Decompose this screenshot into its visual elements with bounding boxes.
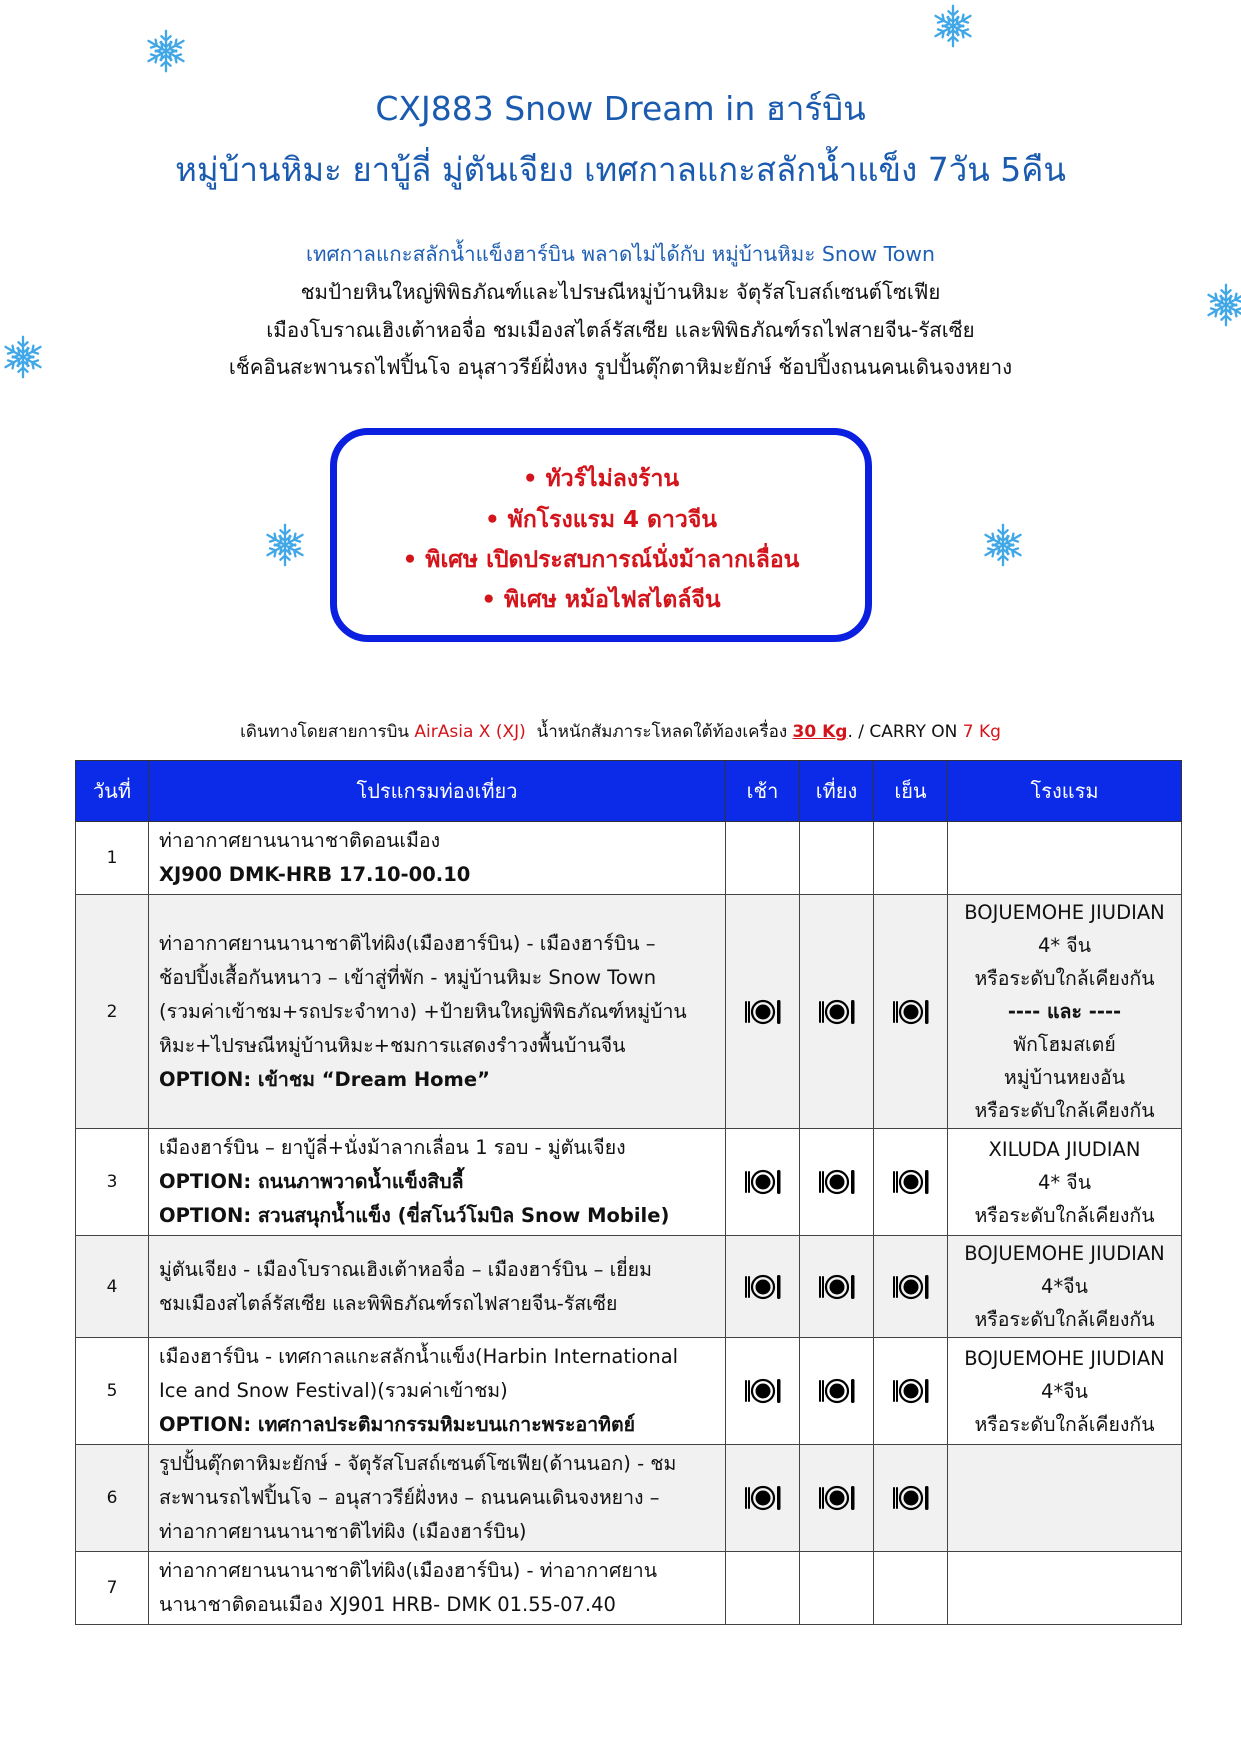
airline-name: AirAsia X (XJ) (414, 722, 526, 742)
hotel-line: หรือระดับใกล้เคียงกัน (974, 967, 1155, 990)
carry-on-label: . / CARRY ON (847, 722, 958, 742)
header-program: โปรแกรมท่องเที่ยว (149, 761, 726, 822)
program-cell (149, 1236, 726, 1338)
meal-plate-icon (817, 1272, 857, 1302)
meal-plate-icon (891, 1272, 931, 1302)
itinerary-table (75, 760, 1182, 1625)
day-number: 6 (76, 1445, 149, 1552)
meal-plate-icon (891, 1376, 931, 1406)
snowflake-icon (262, 522, 308, 568)
day-number: 7 (76, 1552, 149, 1625)
hotel-line: พักโฮมสเตย์ (1013, 1033, 1116, 1056)
intro-line-3: เมืองโบราณเฮิงเต้าหอจื่อ ชมเมืองสไตล์รัสเซีย และพิพิธภัณฑ์รถไฟสายจีน-รัสเซีย (266, 318, 975, 342)
hotel-line: BOJUEMOHE JIUDIAN (964, 901, 1165, 924)
meal-plate-icon (817, 1167, 857, 1197)
snowflake-icon (930, 3, 976, 49)
table-row (76, 1338, 1182, 1445)
table-row (76, 895, 1182, 1129)
breakfast-cell (726, 1338, 800, 1445)
table-row (76, 1129, 1182, 1236)
program-line: เมืองฮาร์บิน – ยาบู้ลี่+นั่งม้าลากเลื่อน 1 รอบ - มู่ตันเจียง (159, 1136, 626, 1159)
hotel-cell (948, 1129, 1182, 1236)
hotel-cell (948, 1236, 1182, 1338)
dinner-cell (874, 1338, 948, 1445)
program-line: ท่าอากาศยานนานาชาติไท่ผิง(เมืองฮาร์บิน) - เมืองฮาร์บิน – (159, 931, 656, 955)
program-line: OPTION: เข้าชม “Dream Home” (159, 1067, 490, 1091)
day-number: 2 (76, 895, 149, 1129)
program-line: (รวมค่าเข้าชม+รถประจำทาง) +ป้ายหินใหญ่พิพิธภัณฑ์หมู่บ้าน (159, 999, 687, 1023)
hotel-line: หมู่บ้านหยงอัน (1003, 1066, 1126, 1089)
program-line: Ice and Snow Festival)(รวมค่าเข้าชม) (159, 1379, 508, 1402)
program-line: รูปปั้นตุ๊กตาหิมะยักษ์ - จัตุรัสโบสถ์เซนต์โซเฟีย(ด้านนอก) - ชม (159, 1452, 677, 1475)
hotel-cell (948, 895, 1182, 1129)
program-line: ชมเมืองสไตล์รัสเซีย และพิพิธภัณฑ์รถไฟสายจีน-รัสเซีย (159, 1291, 618, 1315)
program-cell (149, 1129, 726, 1236)
table-row (76, 822, 1182, 895)
hotel-line: ---- และ ---- (1007, 1000, 1122, 1023)
program-line: ช้อปปิ้งเสื้อกันหนาว – เข้าสู่ที่พัก - หมู่บ้านหิมะ Snow Town (159, 965, 657, 989)
meal-plate-icon (743, 1376, 783, 1406)
lunch-cell (800, 1236, 874, 1338)
meal-plate-icon (817, 997, 857, 1027)
table-header-row (76, 761, 1182, 822)
hotel-cell (948, 1552, 1182, 1625)
program-cell (149, 1445, 726, 1552)
table-row (76, 1445, 1182, 1552)
meal-plate-icon (891, 997, 931, 1027)
day-number: 5 (76, 1338, 149, 1445)
highlight-item: • พิเศษ หม้อไฟสไตล์จีน (481, 587, 721, 613)
lunch-cell (800, 1338, 874, 1445)
hotel-line: XILUDA JIUDIAN (988, 1137, 1141, 1161)
lunch-cell (800, 822, 874, 895)
day-number: 3 (76, 1129, 149, 1236)
dinner-cell (874, 1445, 948, 1552)
header-hotel: โรงแรม (948, 761, 1182, 822)
intro-line-1: เทศกาลแกะสลักน้ำแข็งฮาร์บิน พลาดไม่ได้กับ หมู่บ้านหิมะ Snow Town (305, 242, 936, 266)
meal-plate-icon (743, 1483, 783, 1513)
day-number: 1 (76, 822, 149, 895)
program-line: นานาชาติดอนเมือง XJ901 HRB- DMK 01.55-07.40 (159, 1593, 616, 1616)
program-line: XJ900 DMK-HRB 17.10-00.10 (159, 863, 471, 886)
breakfast-cell (726, 1552, 800, 1625)
breakfast-cell (726, 1129, 800, 1236)
meal-plate-icon (817, 1483, 857, 1513)
breakfast-cell (726, 1236, 800, 1338)
highlights-box (330, 428, 872, 642)
header-lunch: เที่ยง (800, 761, 874, 822)
breakfast-cell (726, 895, 800, 1129)
program-line: ท่าอากาศยานนานาชาติไท่ผิง (เมืองฮาร์บิน) (159, 1520, 527, 1543)
dinner-cell (874, 1129, 948, 1236)
meal-plate-icon (891, 1167, 931, 1197)
dinner-cell (874, 1552, 948, 1625)
breakfast-cell (726, 822, 800, 895)
hotel-cell (948, 822, 1182, 895)
program-cell (149, 1552, 726, 1625)
breakfast-cell (726, 1445, 800, 1552)
header-day: วันที่ (76, 761, 149, 822)
hotel-line: BOJUEMOHE JIUDIAN (964, 1346, 1165, 1370)
highlight-item: • ทัวร์ไม่ลงร้าน (522, 466, 680, 492)
table-row (76, 1552, 1182, 1625)
meal-plate-icon (743, 997, 783, 1027)
program-line: ท่าอากาศยานนานาชาติไท่ผิง(เมืองฮาร์บิน) - ท่าอากาศยาน (159, 1559, 658, 1582)
meal-plate-icon (891, 1483, 931, 1513)
program-cell (149, 895, 726, 1129)
lunch-cell (800, 1552, 874, 1625)
hotel-line: 4* จีน (1037, 934, 1092, 957)
hotel-line: BOJUEMOHE JIUDIAN (964, 1242, 1165, 1265)
baggage-label: น้ำหนักสัมภาระโหลดใต้ท้องเครื่อง (536, 722, 788, 742)
hotel-cell (948, 1445, 1182, 1552)
program-line: OPTION: เทศกาลประติมากรรมหิมะบนเกาะพระอาทิตย์ (159, 1413, 636, 1436)
program-cell (149, 1338, 726, 1445)
hotel-line: หรือระดับใกล้เคียงกัน (974, 1308, 1155, 1331)
page-title: CXJ883 Snow Dream in ฮาร์บิน (375, 89, 866, 128)
intro-line-2: ชมป้ายหินใหญ่พิพิธภัณฑ์และไปรษณีหมู่บ้านหิมะ จัตุรัสโบสถ์เซนต์โซเฟีย (300, 280, 941, 304)
meal-plate-icon (743, 1167, 783, 1197)
header-breakfast: เช้า (726, 761, 800, 822)
meal-plate-icon (743, 1272, 783, 1302)
program-line: ท่าอากาศยานนานาชาติดอนเมือง (159, 829, 441, 852)
hotel-line: 4* จีน (1037, 1170, 1092, 1194)
hotel-line: หรือระดับใกล้เคียงกัน (974, 1412, 1155, 1436)
flight-info-prefix: เดินทางโดยสายการบิน (240, 722, 409, 742)
carry-on-weight: 7 Kg (962, 722, 1001, 742)
meal-plate-icon (817, 1376, 857, 1406)
page-subtitle: หมู่บ้านหิมะ ยาบู้ลี่ มู่ตันเจียง เทศกาลแกะสลักน้ำแข็ง 7วัน 5คืน (175, 150, 1066, 189)
hotel-line: 4*จีน (1041, 1379, 1088, 1403)
dinner-cell (874, 895, 948, 1129)
hotel-line: 4*จีน (1041, 1275, 1088, 1298)
dinner-cell (874, 822, 948, 895)
lunch-cell (800, 895, 874, 1129)
highlight-item: • พิเศษ เปิดประสบการณ์นั่งม้าลากเลื่อน (402, 547, 800, 573)
program-line: สะพานรถไฟปิ้นโจ – อนุสาวรีย์ฝั่งหง – ถนนคนเดินจงหยาง – (159, 1486, 660, 1509)
dinner-cell (874, 1236, 948, 1338)
program-line: มู่ตันเจียง - เมืองโบราณเฮิงเต้าหอจื่อ – เมืองฮาร์บิน – เยี่ยม (159, 1257, 652, 1281)
program-line: เมืองฮาร์บิน - เทศกาลแกะสลักน้ำแข็ง(Harbin International (159, 1345, 679, 1368)
day-number: 4 (76, 1236, 149, 1338)
hotel-cell (948, 1338, 1182, 1445)
hotel-line: หรือระดับใกล้เคียงกัน (974, 1099, 1155, 1122)
lunch-cell (800, 1445, 874, 1552)
program-cell (149, 822, 726, 895)
intro-line-4: เช็คอินสะพานรถไฟปิ้นโจ อนุสาวรีย์ฝั่งหง รูปปั้นตุ๊กตาหิมะยักษ์ ช้อปปิ้งถนนคนเดินจงหยาง (228, 355, 1013, 379)
snowflake-icon (980, 522, 1026, 568)
program-line: OPTION: สวนสนุกน้ำแข็ง (ขี่สโนว์โมบิล Snow Mobile) (159, 1204, 670, 1227)
highlight-item: • พักโรงแรม 4 ดาวจีน (484, 507, 718, 533)
table-row (76, 1236, 1182, 1338)
program-line: หิมะ+ไปรษณีหมู่บ้านหิมะ+ชมการแสดงรำวงพื้นบ้านจีน (159, 1033, 626, 1057)
snowflake-icon (143, 28, 189, 74)
header-dinner: เย็น (874, 761, 948, 822)
lunch-cell (800, 1129, 874, 1236)
flight-info (0, 718, 1241, 745)
baggage-weight: 30 Kg (792, 722, 848, 742)
hotel-line: หรือระดับใกล้เคียงกัน (974, 1203, 1155, 1227)
program-line: OPTION: ถนนภาพวาดน้ำแข็งสิบลี้ (159, 1170, 464, 1193)
